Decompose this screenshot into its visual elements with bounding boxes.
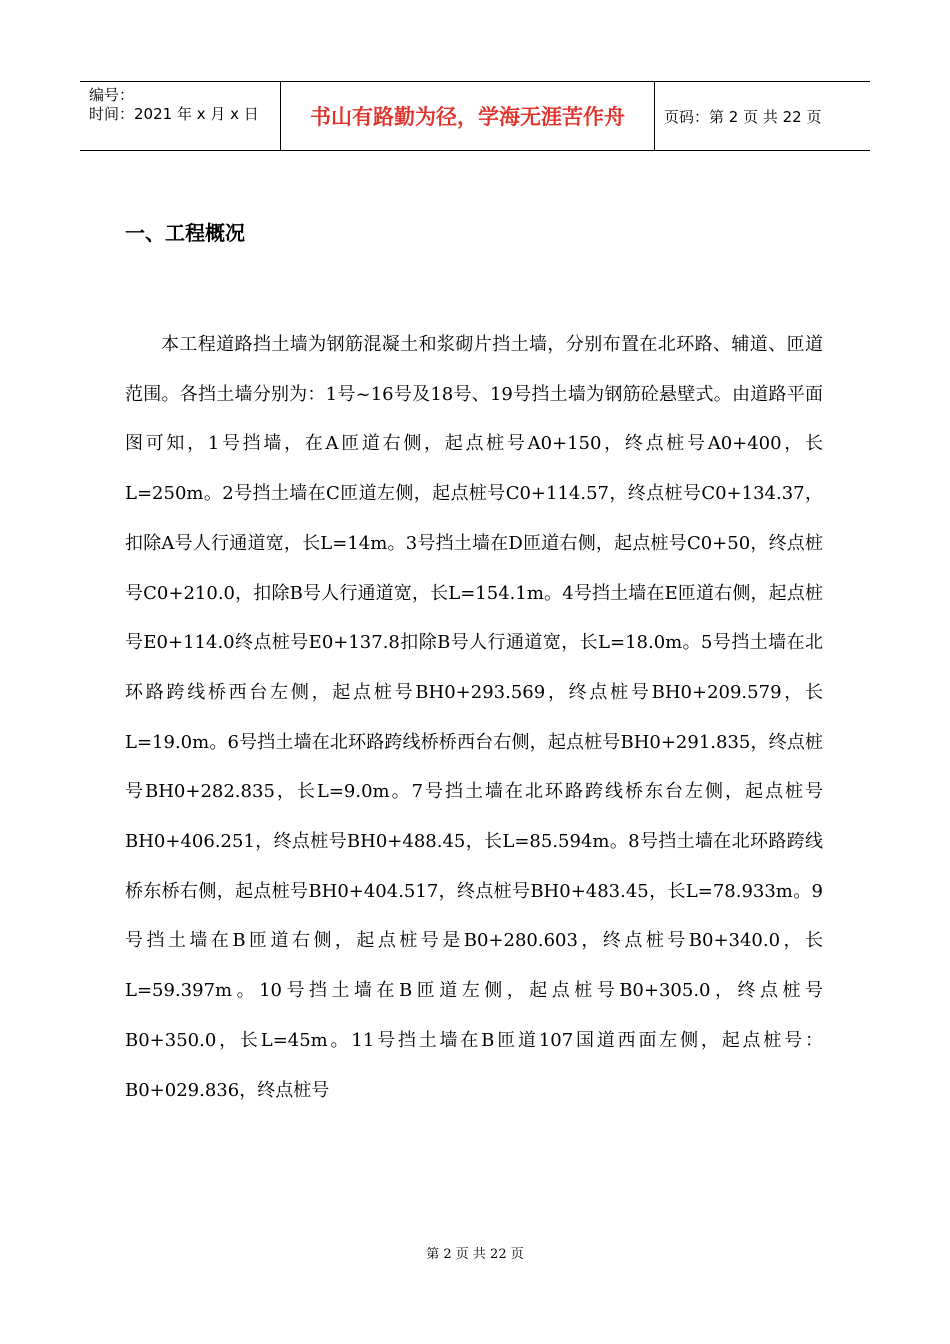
header-motto: 书山有路勤为径，学海无涯苦作舟 [310,105,625,129]
document-header [80,81,870,151]
section-heading: 一、工程概况 [125,221,245,245]
header-page-info: 页码：第 2 页 共 22 页 [664,107,822,126]
header-meta-cell [80,82,281,150]
document-number-label: 编号： [89,86,135,104]
body-paragraph: 本工程道路挡土墙为钢筋混凝土和浆砌片挡土墙，分别布置在北环路、辅道、匝道范围。各挡土墙分别为：1号~16号及18号、19号挡土墙为钢筋砼悬壁式。由道路平面图可知，1号挡墙，在A匝道右侧，起点桩号A0+150，终点桩号A0+400，长L=250m。2号挡土墙在C匝道左侧，起点桩号C0+114.57，终点桩号C0+134.37，扣除A号人行通道宽，长L=14m。3号挡土墙在D匝道右侧，起点桩号C0+50，终点桩号C0+210.0，扣除B号人行通道宽，长L=154.1m。4号挡土墙在E匝道右侧，起点桩号E0+114.0终点桩号E0+137.8扣除B号人行通道宽，长L=18.0m。5号挡土墙在北环路跨线桥西台左侧，起点桩号BH0+293.569，终点桩号BH0+209.579，长L=19.0m。6号挡土墙在北环路跨线桥桥西台右侧，起点桩号BH0+291.835，终点桩号BH0+282.835，长L=9.0m。7号挡土墙在北环路跨线桥东台左侧，起点桩号BH0+406.251，终点桩号BH0+488.45，长L=85.594m。8号挡土墙在北环路跨线桥东桥右侧，起点桩号BH0+404.517，终点桩号BH0+483.45，长L=78.933m。9号挡土墙在B匝道右侧，起点桩号是B0+280.603，终点桩号B0+340.0，长L=59.397m。10号挡土墙在B匝道左侧，起点桩号B0+305.0，终点桩号B0+350.0，长L=45m。11号挡土墙在B匝道107国道西面左侧，起点桩号：B0+029.836，终点桩号 [125,334,823,1101]
page-footer: 第 2 页 共 22 页 [426,1247,524,1262]
document-time-label: 时间：2021 年 x 月 x 日 [89,105,259,123]
header-motto-cell [281,82,655,150]
header-page-cell [655,82,870,150]
